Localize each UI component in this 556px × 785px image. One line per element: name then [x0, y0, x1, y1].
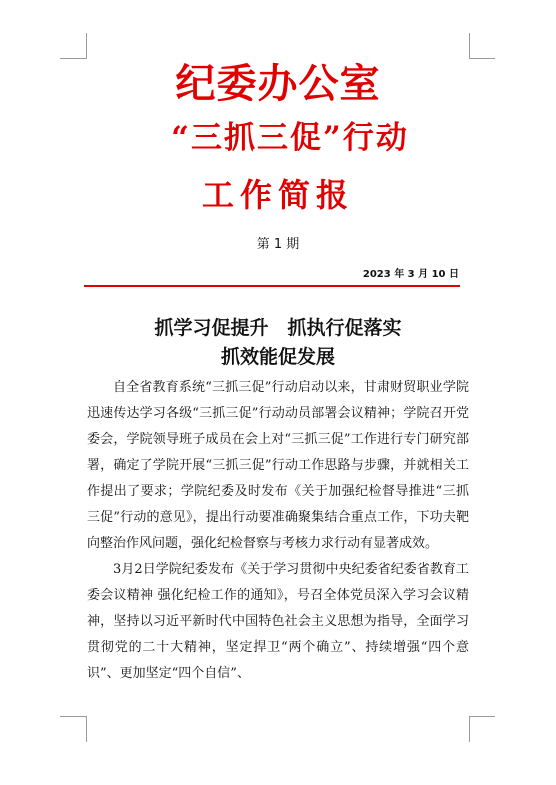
- crop-mark-bottom-left-h: [60, 716, 86, 717]
- article-title-line-2: 抓效能促发展: [220, 346, 335, 368]
- article-paragraph: 3月2日学院纪委发布《关于学习贯彻中央纪委省纪委省教育工委会议精神 强化纪检工作的通知》，号召全体党员深入学习会议精神，坚持以习近平新时代中国特色社会主义思想为指导，全面学习贯彻党的二十大精神，坚定捍卫“两个确立”、持续增强“四个意识”、更加坚定“四个自信”、: [87, 562, 469, 681]
- article-paragraph: 自全省教育系统“三抓三促”行动启动以来，甘肃财贸职业学院迅速传达学习各级“三抓三促”行动动员部署会议精神；学院召开党委会，学院领导班子成员在会上对“三抓三促”工作进行专门研究部署，确定了学院开展“三抓三促”行动工作思路与步骤，并就相关工作提出了要求；学院纪委及时发布《关于加强纪检督导推进“三抓三促”行动的意见》，提出行动要准确聚集结合重点工作，下功夫靶向整治作风问题，强化纪检督察与考核力求行动有显著成效。: [87, 380, 469, 551]
- crop-mark-bottom-right-v: [469, 716, 470, 742]
- article-body: [87, 375, 469, 687]
- crop-mark-top-left-v: [86, 33, 87, 59]
- issue-date: 2023 年 3 月 10 日: [362, 269, 459, 280]
- masthead-divider: [84, 285, 460, 287]
- crop-mark-bottom-left-v: [86, 716, 87, 742]
- crop-mark-top-right-v: [469, 33, 470, 59]
- article-title-line-1: 抓学习促提升 抓执行促落实: [154, 317, 402, 339]
- masthead-campaign: “三抓三促”行动: [171, 120, 409, 156]
- masthead-bulletin: 工作简报: [201, 176, 354, 214]
- masthead-org: 纪委办公室: [175, 60, 381, 107]
- issue-number: 第 1 期: [256, 237, 300, 252]
- crop-mark-bottom-right-h: [469, 716, 495, 717]
